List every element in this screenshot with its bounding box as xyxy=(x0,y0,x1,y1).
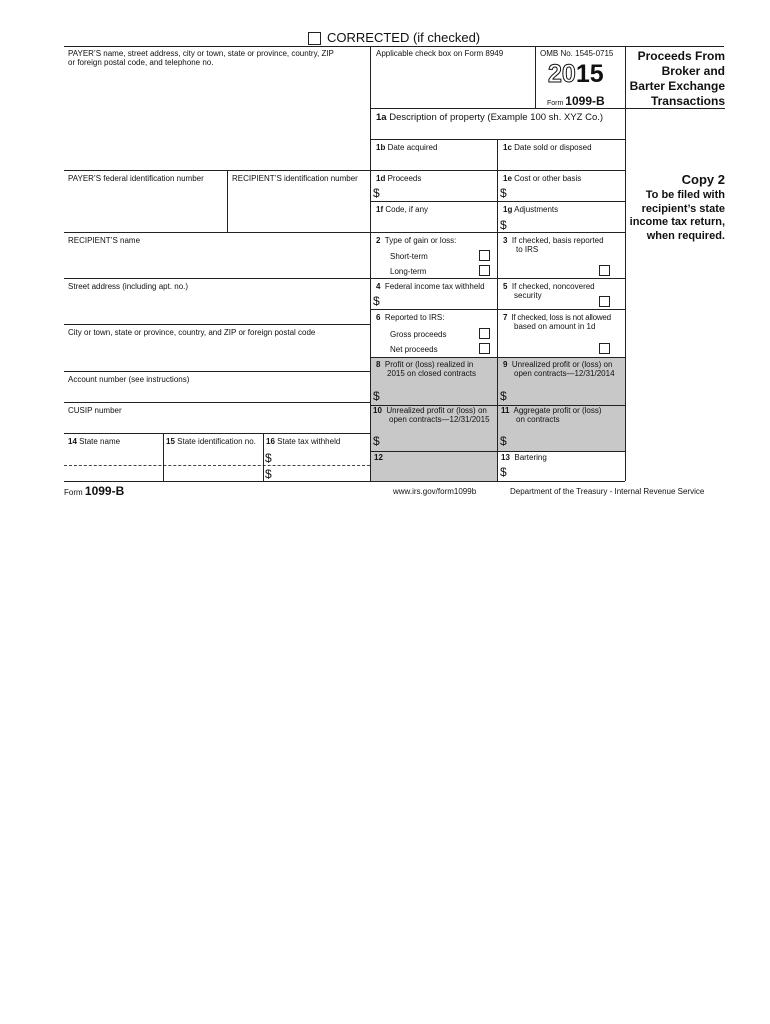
box-1g-dollar: $ xyxy=(500,218,507,232)
box-10-field[interactable] xyxy=(383,433,495,449)
payer-fed-id-label: PAYER’S federal identification number xyxy=(68,174,204,183)
box-1d-field[interactable] xyxy=(383,185,495,200)
box-10-label-2: open contracts—12/31/2015 xyxy=(389,415,490,424)
box-1b-label: 1b Date acquired xyxy=(376,143,438,152)
box-16-dollar-2: $ xyxy=(265,467,272,481)
street-address-field[interactable] xyxy=(66,294,368,322)
box-11-dollar: $ xyxy=(500,434,507,448)
applicable-checkbox-field[interactable] xyxy=(372,62,533,106)
box-9-field[interactable] xyxy=(510,388,623,403)
corrected-checkbox[interactable] xyxy=(308,32,321,45)
box-10-dollar: $ xyxy=(373,434,380,448)
box-2-long-term-label: Long-term xyxy=(390,267,427,276)
box-1g-field[interactable] xyxy=(510,216,623,230)
box-15-field[interactable] xyxy=(165,449,261,479)
corrected-label: CORRECTED (if checked) xyxy=(327,30,481,45)
box-6-gross-checkbox[interactable] xyxy=(479,328,490,339)
copy-label: Copy 2 xyxy=(681,172,725,187)
box-1f-label: 1f Code, if any xyxy=(376,205,429,214)
box-1e-label: 1e Cost or other basis xyxy=(503,174,582,183)
box-14-label: 14 State name xyxy=(68,437,121,446)
box-10-label: 10 Unrealized profit or (loss) on xyxy=(373,406,487,415)
box-5-label: 5 If checked, noncovered xyxy=(503,282,595,291)
box-13-field[interactable] xyxy=(510,464,623,479)
box-4-label: 4 Federal income tax withheld xyxy=(376,282,485,291)
box-9-dollar: $ xyxy=(500,389,507,403)
tax-year: 2015 xyxy=(548,60,604,88)
cusip-field[interactable] xyxy=(66,418,368,431)
form-name-header: Form 1099-B xyxy=(547,94,605,108)
box-11-label: 11 Aggregate profit or (loss) xyxy=(501,406,602,415)
box-3-checkbox[interactable] xyxy=(599,265,610,276)
box-7-label: 7 If checked, loss is not allowed xyxy=(503,313,611,322)
box-1c-field[interactable] xyxy=(499,154,623,168)
omb-number: OMB No. 1545-0715 xyxy=(540,49,614,58)
box-12-label: 12 xyxy=(374,453,383,462)
city-field[interactable] xyxy=(66,340,368,369)
box-16-field[interactable] xyxy=(275,449,368,479)
recipient-name-field[interactable] xyxy=(66,248,368,276)
box-8-label: 8 Profit or (loss) realized in xyxy=(376,360,474,369)
box-16-dollar: $ xyxy=(265,451,272,465)
recipient-id-field[interactable] xyxy=(229,186,368,230)
box-12-field[interactable] xyxy=(372,464,495,479)
footer-url: www.irs.gov/form1099b xyxy=(393,487,477,496)
box-5-checkbox[interactable] xyxy=(599,296,610,307)
account-number-label: Account number (see instructions) xyxy=(68,375,190,384)
box-1g-label: 1g Adjustments xyxy=(503,205,559,214)
box-11-label-2: on contracts xyxy=(516,415,560,424)
box-1e-dollar: $ xyxy=(500,186,507,200)
box-13-label: 13 Bartering xyxy=(501,453,547,462)
box-2-label: 2 Type of gain or loss: xyxy=(376,236,457,245)
box-9-label-2: open contracts—12/31/2014 xyxy=(514,369,615,378)
box-11-field[interactable] xyxy=(510,433,623,449)
box-1f-field[interactable] xyxy=(372,216,495,230)
box-5-label-2: security xyxy=(514,291,542,300)
street-address-label: Street address (including apt. no.) xyxy=(68,282,189,291)
box-6-net-checkbox[interactable] xyxy=(479,343,490,354)
box-8-field[interactable] xyxy=(383,388,495,403)
box-13-dollar: $ xyxy=(500,465,507,479)
box-15-label: 15 State identification no. xyxy=(166,437,256,446)
box-6-net-label: Net proceeds xyxy=(390,345,438,354)
box-8-label-2: 2015 on closed contracts xyxy=(387,369,476,378)
box-16-label: 16 State tax withheld xyxy=(266,437,341,446)
box-1e-field[interactable] xyxy=(510,185,623,200)
account-number-field[interactable] xyxy=(66,386,368,400)
box-1d-dollar: $ xyxy=(373,186,380,200)
box-3-label: 3 If checked, basis reported xyxy=(503,236,604,245)
payer-fed-id-field[interactable] xyxy=(66,186,225,230)
form-title: Proceeds From Broker and Barter Exchange Transactions xyxy=(629,49,725,108)
payer-info-label: PAYER’S name, street address, city or town, state or province, country, ZIP xyxy=(68,49,334,58)
city-label: City or town, state or province, country, and ZIP or foreign postal code xyxy=(68,328,316,337)
box-1d-label: 1d Proceeds xyxy=(376,174,422,183)
recipient-name-label: RECIPIENT’S name xyxy=(68,236,141,245)
box-7-label-2: based on amount in 1d xyxy=(514,322,596,331)
box-6-gross-label: Gross proceeds xyxy=(390,330,447,339)
box-2-long-term-checkbox[interactable] xyxy=(479,265,490,276)
box-1b-field[interactable] xyxy=(372,154,495,168)
box-1a-field[interactable] xyxy=(372,124,623,137)
payer-info-label-2: or foreign postal code, and telephone no. xyxy=(68,58,214,67)
box-2-short-term-label: Short-term xyxy=(390,252,428,261)
cusip-label: CUSIP number xyxy=(68,406,122,415)
box-4-dollar: $ xyxy=(373,294,380,308)
box-14-field[interactable] xyxy=(66,449,161,479)
box-3-label-2: to IRS xyxy=(516,245,539,254)
copy-description: To be filed with recipient’s state income tax return, when required. xyxy=(629,189,725,242)
payer-info-field[interactable] xyxy=(66,70,368,168)
recipient-id-label: RECIPIENT’S identification number xyxy=(232,174,358,183)
box-1a-label: 1a Description of property (Example 100 sh. XYZ Co.) xyxy=(376,112,604,123)
box-9-label: 9 Unrealized profit or (loss) on xyxy=(503,360,613,369)
box-8-dollar: $ xyxy=(373,389,380,403)
footer-form-name: Form 1099-B xyxy=(64,484,125,498)
box-2-short-term-checkbox[interactable] xyxy=(479,250,490,261)
applicable-checkbox-label: Applicable check box on Form 8949 xyxy=(376,49,504,58)
box-1c-label: 1c Date sold or disposed xyxy=(503,143,592,152)
footer-department: Department of the Treasury - Internal Revenue Service xyxy=(510,487,705,496)
box-7-checkbox[interactable] xyxy=(599,343,610,354)
box-6-label: 6 Reported to IRS: xyxy=(376,313,445,322)
box-4-field[interactable] xyxy=(383,293,495,307)
